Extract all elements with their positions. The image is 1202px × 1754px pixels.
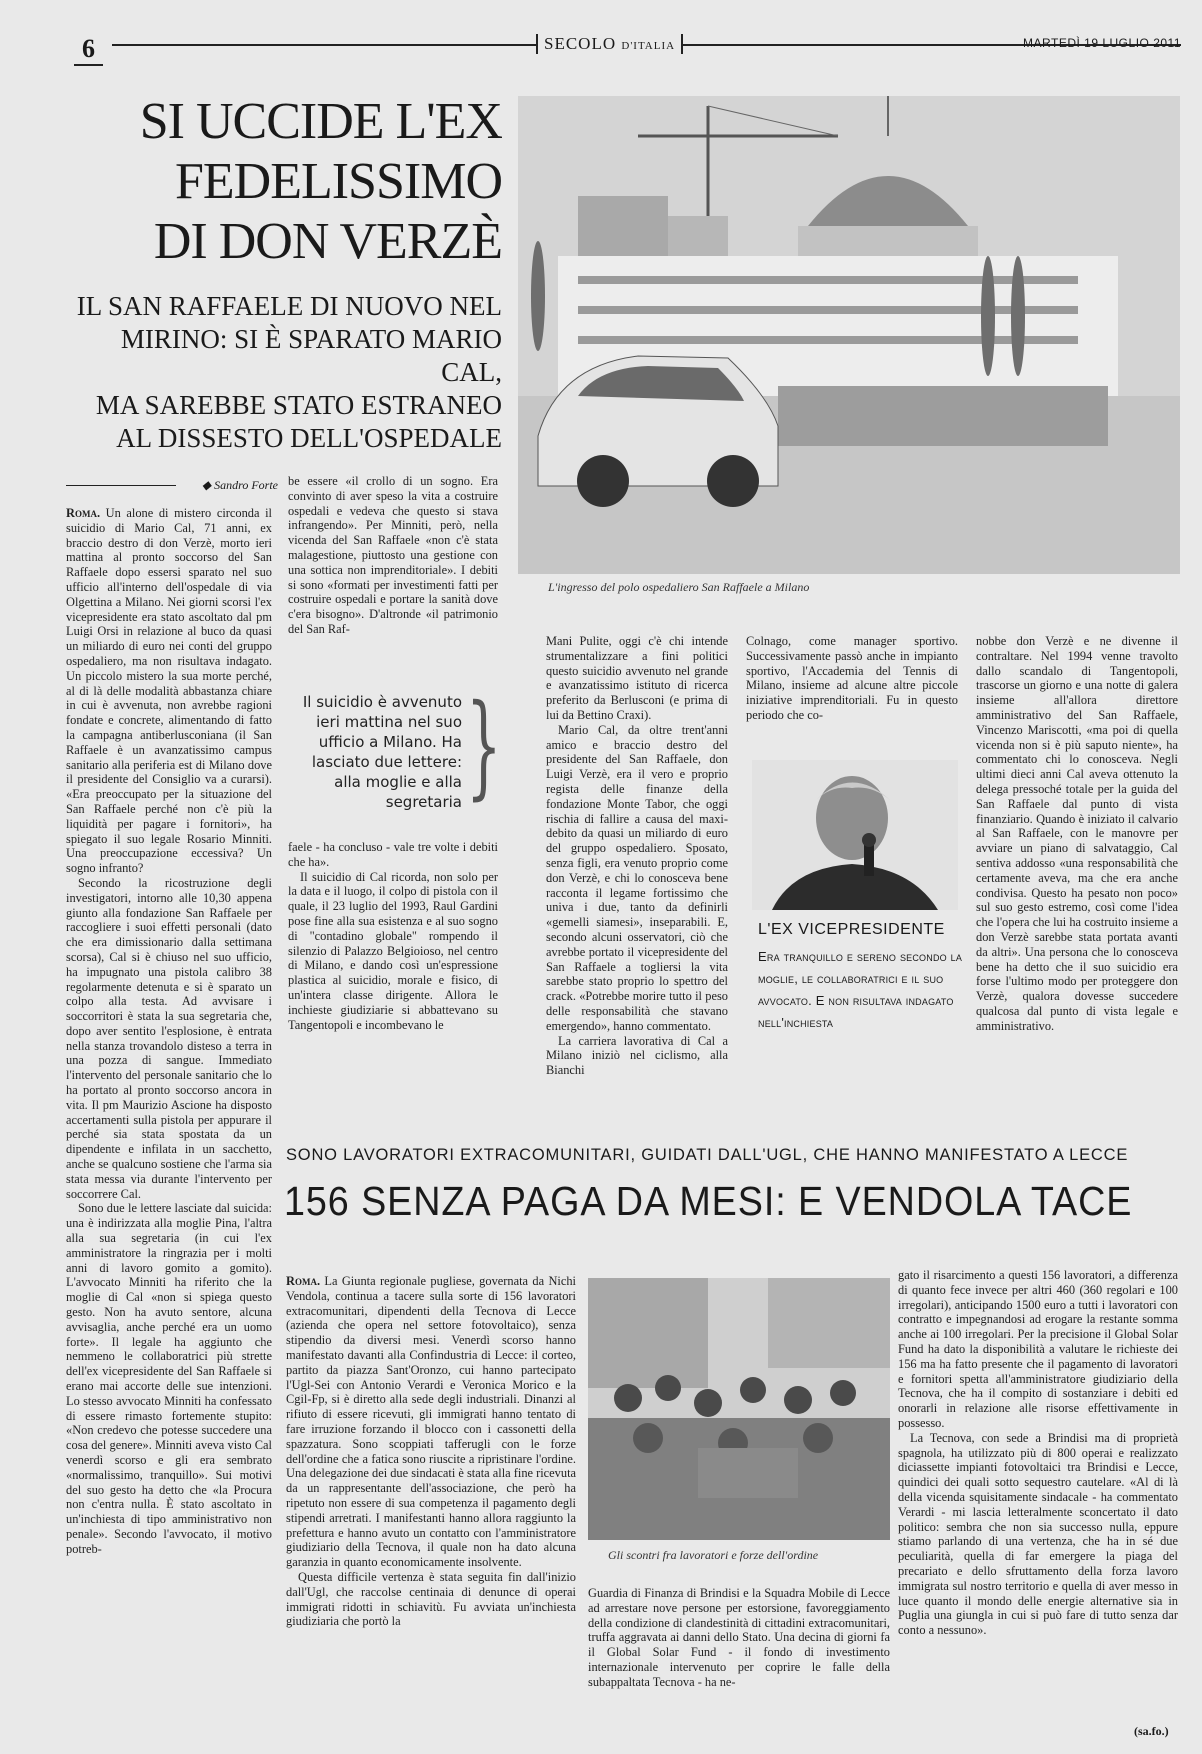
paragraph: be essere «il crollo di un sogno. Era convinto di aver speso la vita a costruire ospedali e vedeva che questo si stava infrangendo». Per Minniti, però, nella vicenda del San Raffaele «non c'è stata malagestione, piuttosto una gestione con una sottica non imprenditoriale». I debiti si sono «formati per investimenti fatti per costruire ospedali e portare la sanità dove c'era bisogno». D'altronde «il patrimonio del San Raf-: [288, 474, 498, 636]
article2-column-3: [898, 1268, 1178, 1718]
article2-headline: 156 SENZA PAGA DA MESI: E VENDOLA TACE: [284, 1178, 1133, 1224]
hospital-photo: [518, 96, 1180, 574]
paragraph: La carriera lavorativa di Cal a Milano iniziò nel ciclismo, alla Bianchi: [546, 1033, 728, 1078]
paragraph: [286, 1274, 576, 1570]
paragraph: Mani Pulite, oggi c'è chi intende strumentalizzare a fini politici questo suicidio avvenuto nel grande e avanzatissimo istituto di ricerca preferito da Berlusconi (e prima di lui da Bettino Craxi).: [546, 634, 728, 722]
byline-author: ◆ Sandro Forte: [201, 478, 278, 492]
dateline: Roma.: [286, 1274, 321, 1288]
newspaper-name: [536, 34, 683, 54]
article1-column-2-top: [288, 474, 498, 674]
headline-line: DI DON VERZÈ: [153, 213, 502, 270]
paragraph: Guardia di Finanza di Brindisi e la Squadra Mobile di Lecce ad arrestare nove persone per estorsione, favoreggiamento della condizione di clandestinità di cittadini extracomunitari, truffa aggravata ai danni dello Stato. Una decina di giorni fa il Global Solar Fund - il fondo di investimento internazionale intervenuto per coprire le falle della subappaltata Tecnova - ha ne-: [588, 1586, 890, 1689]
subhead-line: IL SAN RAFFAELE DI NUOVO NEL: [76, 291, 502, 321]
article1-headline: [60, 92, 502, 272]
article2-kicker: SONO LAVORATORI EXTRACOMUNITARI, GUIDATI DALL'UGL, CHE HANNO MANIFESTATO A LECCE: [286, 1146, 1129, 1164]
paragraph: Colnago, come manager sportivo. Successivamente passò anche in impianto sportivo, l'Accademia del Tennis di Milano, insieme ad alcune altre piccole iniziative imprenditoriali. Fu in questo periodo che co-: [746, 634, 958, 722]
portrait-title: L'EX VICEPRESIDENTE: [758, 921, 945, 938]
article2-column-1: [286, 1274, 576, 1734]
subhead-line: MIRINO: SI È SPARATO MARIO CAL,: [120, 324, 502, 387]
paragraph: Secondo la ricostruzione degli investigatori, intorno alle 10,30 appena giunto alla fondazione San Raffaele per raccogliere i suoi effetti personali (dato che era dimissionario dalla settimana scorsa), Cal si è chiuso nel suo ufficio, ha impugnato una pistola calibro 38 regolarmente detenuta e si è sparato un colpo alla testa. Ad avvisare i soccorritori è stata la sua segretaria che, dopo aver sentito l'esplosione, è entrata nella stanza trovandolo disteso a terra in una pozza di sangue. Immediato l'intervento del personale sanitario che lo ha portato al pronto soccorso ancora in vita. Il pm Maurizio Ascione ha disposto accertamenti sulla pistola per appurare il perché sia stata spostata da un dipendente e infilata in un sacchetto, anche se qualcuno sostiene che l'arma sia stata messa via durante l'intervento per soccorrere Cal.: [66, 875, 272, 1201]
newspaper-name-suffix: D'ITALIA: [621, 40, 676, 52]
hospital-photo-caption: L'ingresso del polo ospedaliero San Raffaele a Milano: [548, 580, 810, 594]
masthead: [66, 30, 1181, 66]
portrait-photo: [752, 760, 958, 910]
article1-column-2-bottom: [288, 840, 498, 1080]
pull-quote-brace: }: [466, 681, 502, 811]
subhead-line: MA SAREBBE STATO ESTRANEO: [95, 390, 502, 420]
protest-photo: [588, 1278, 890, 1540]
paragraph: Il suicidio di Cal ricorda, non solo per la data e il luogo, il colpo di pistola con il quale, il 23 luglio del 1993, Raul Gardini pose fine alla sua esistenza e al suo sogno di "contadino globale" rompendo il silenzio di Palazzo Belgioioso, nel centro di Milano, e dando così un'espressione plastica al suicidio, morale e fisico, di un'intera classe dirigente. Allora le inchieste giudiziarie si abbattevano su Tangentopoli e incombevano le: [288, 869, 498, 1032]
headline-line: SI UCCIDE L'EX: [139, 93, 502, 150]
article1-column-3: [546, 634, 728, 1084]
protest-photo-caption: Gli scontri fra lavoratori e forze dell'ordine: [608, 1548, 819, 1562]
article1-column-5: [976, 634, 1178, 1086]
issue-date: MARTEDÌ 19 LUGLIO 2011: [1023, 36, 1181, 50]
paragraph: Questa difficile vertenza è stata seguita fin dall'inizio dall'Ugl, che raccolse centinaia di denunce di operai immigrati ridotti in schiavitù. Fu avviata un'inchiesta giudiziaria che portò la: [286, 1569, 576, 1629]
page-number: 6: [74, 34, 103, 66]
headline-line: FEDELISSIMO: [174, 153, 502, 210]
subhead-line: AL DISSESTO DELL'OSPEDALE: [116, 423, 502, 453]
paragraph: La Tecnova, con sede a Brindisi ma di proprietà spagnola, ha utilizzato più di 800 operai e realizzato diciassette impianti fotovoltaici tra Brindisi e Lecce, quindici dei quali sotto sequestro cautelare. «Al di là della vicenda squisitamente sindacale - ha commentato Verardi - mi lascia letteralmente sconcertato il dato politico: sembra che non sia successo nulla, eppure stiamo parlando di una vertenza, che ha in sé due peculiarità, quella di far emergere la piaga del precariato e dello sfruttamento della forza lavoro immigrata sul nostro territorio e quella di aver messo in luce quanto il mondo delle energie alternative sia in Puglia una giungla in cui si può fare di tutto senza dar conto a nessuno».: [898, 1430, 1178, 1638]
article2-column-2: [588, 1586, 890, 1736]
article1-subhead: [60, 290, 502, 455]
paragraph: [66, 506, 272, 876]
paragraph: Mario Cal, da oltre trent'anni amico e braccio destro del presidente del San Raffaele, don Luigi Verzè, era il vero e proprio regista delle finanze della fondazione Monte Tabor, che oggi rischia di fallire a causa del maxi-debito da quasi un miliardo di euro del gruppo ospedaliero. Sposato, senza figli, era venuto proprio come don Verzè, e chi lo conosceva bene racconta il legame fortissimo che univa i due, tanto da definirli «gemelli siamesi», inseparabili. E, secondo alcuni osservatori, ciò che avrebbe portato il vicepresidente del San Raffaele a togliersi la vita sarebbe stato proprio lo spettro del crack. «Potrebbe morire tutto il peso delle responsabilità che stavano emergendo», hanno commentato.: [546, 722, 728, 1033]
pull-quote: Il suicidio è avvenuto ieri mattina nel suo ufficio a Milano. Ha lasciato due lettere: alla moglie e alla segretaria: [302, 693, 462, 811]
paragraph: gato il risarcimento a questi 156 lavoratori, a differenza di quanto fece invece per altri 460 (360 regolari e 100 irregolari), anticipando 1500 euro a tutti i lavoratori con contratto e impegnandosi ad erogare la restante somma anche ai 100 irregolari. Per la precisione il Global Solar Fund ha dato la disponibilità a valutare le richieste dei 156 ma ha fatto presente che il pagamento di lavoratori e fornitori spetta all'amministratore giudiziario della Tecnova, che ha il compito di sostanziare i debiti ed onorarli in relazione alle risorse effettivamente in possesso.: [898, 1268, 1178, 1430]
byline: [66, 478, 278, 493]
paragraph-text: Un alone di mistero circonda il suicidio di Mario Cal, 71 anni, ex braccio destro di don Verzè, morto ieri mattina al pronto soccorso del San Raffaele dopo essersi sparato nel suo ufficio all'interno dell'ospedale di via Olgettina a Milano. Nei giorni scorsi l'ex vicepresidente era stato ascoltato dal pm Luigi Orsi in relazione al buco da quasi un miliardo di euro nei conti del gruppo ospedaliero, ma non risultava indagato. Un piccolo mistero la sua morte perché, al di là delle modalità abbastanza chiare in cui è avvenuta, non avrebbe ragioni fondate e concrete, alimentando di fatto la campagna antiberlusconiana (il San Raffaele è un avanzatissimo campus sanitario alla periferia est di Milano dove il presidente del Consiglio va a curarsi). «Era preoccupato per la situazione del San Raffaele perché non c'è più la liquidità per pagare i fornitori», ha spiegato il suo legale Rosario Minniti. Una preoccupazione eccessiva? Un sogno infranto?: [66, 506, 272, 876]
newspaper-name-main: SECOLO: [544, 34, 617, 53]
paragraph-text: La Giunta regionale pugliese, governata da Nichi Vendola, continua a tacere sulla sorte di 156 lavoratori extracomunitari, dipendenti della Tecnova di Lecce (azienda che opera nel settore fotovoltaico), senza stipendio da diversi mesi. Venerdì scorso hanno manifestato davanti alla Confindustria di Lecce: il corteo, partito da piazza Sant'Oronzo, cui hanno partecipato l'Ugl-Sei con Antonio Verardi e Veronica Morico e la Cgil-Fp, si è diretto alla sede degli industriali. Dinanzi al rifiuto di essere ricevuti, gli immigrati hanno tentato di fare irruzione forzando il blocco con i cassonetti della spazzatura. Sono scoppiati tafferugli con le forze dell'ordine che a fatica sono riuscite a ripristinare l'ordine. Una delegazione dei due sindacati è stata alla fine ricevuta da un rappresentante dell'associazione, che però ha ripetuto non essere di sua competenza il pagamento degli stipendi arretrati. I manifestanti hanno allora raggiunto la prefettura e hanno avuto un contatto con l'amministratore giudiziario della Tecnova, il quale non ha dato alcuna garanzia in quanto economicamente insolvente.: [286, 1274, 576, 1570]
article1-column-4: [746, 634, 958, 746]
portrait-caption: Era tranquillo e sereno secondo la moglie, le collaboratrici e il suo avvocato. E non risultava indagato nell'inchiesta: [758, 949, 963, 1030]
article1-column-1: [66, 506, 272, 1726]
paragraph: Sono due le lettere lasciate dal suicida: una è indirizzata alla moglie Pina, l'altra alla sua segretaria (in cui l'ex amministratore la ringrazia per i molti anni di lavoro gomito a gomito). L'avvocato Minniti ha riferito che la moglie di Cal «non si spiega questo gesto. Non ha avuto sentore, alcuna avvisaglia, anche perché era un uomo forte». Il legale ha aggiunto che nemmeno le collaboratrici più strette dell'ex vicepresidente del San Raffaele si erano mai accorte delle sue intenzioni. Lo stesso avvocato Minniti ha confessato di essere rimasto fortemente stupito: «Non credevo che potesse succedere una cosa del genere». Minniti aveva visto Cal venerdì scorso e gli era sembrato «normalissimo, tranquillo». Sui motivi del suo gesto ha detto che «la Procura non c'entra nulla. È stato ascoltato in un'inchiesta di tipo amministrativo non penale». Secondo l'avvocato, il motivo potreb-: [66, 1201, 272, 1556]
article2-signoff: (sa.fo.): [1134, 1724, 1169, 1738]
paragraph: nobbe don Verzè e ne divenne il contraltare. Nel 1994 venne travolto dallo scandalo di Tangentopoli, trascorse un giorno e una notte di galera insieme all'allora direttore amministrativo del San Raffaele, Vincenzo Mariscotti, «ma poi di quella vicenda non si è più saputo niente», ha commentato chi lo conosceva. Negli ultimi dieci anni Cal aveva ottenuto la delega pressoché totale per la guida del San Raffaele dal punto di vista finanziario. Quando è iniziato il calvario al San Raffaele, con le manovre per avviare un piano di salvataggio, Cal sentiva addosso «una responsabilità che certamente aveva, ma che era anche condivisa. Questo ha pesato non poco» sul suo gesto estremo, così come l'idea che l'opera che lui ha costruito insieme a don Verzè sarebbe stata portata avanti da altri». Una persona che lo conosceva bene ha detto che il suo suicidio era forse l'ultimo modo per proteggere don Verzè, qualora dovesse succedere qualcosa dal punto di vista legale e amministrativo.: [976, 634, 1178, 1033]
byline-rule: [66, 485, 176, 486]
dateline: Roma.: [66, 506, 101, 520]
paragraph: faele - ha concluso - vale tre volte i debiti che ha».: [288, 840, 498, 869]
